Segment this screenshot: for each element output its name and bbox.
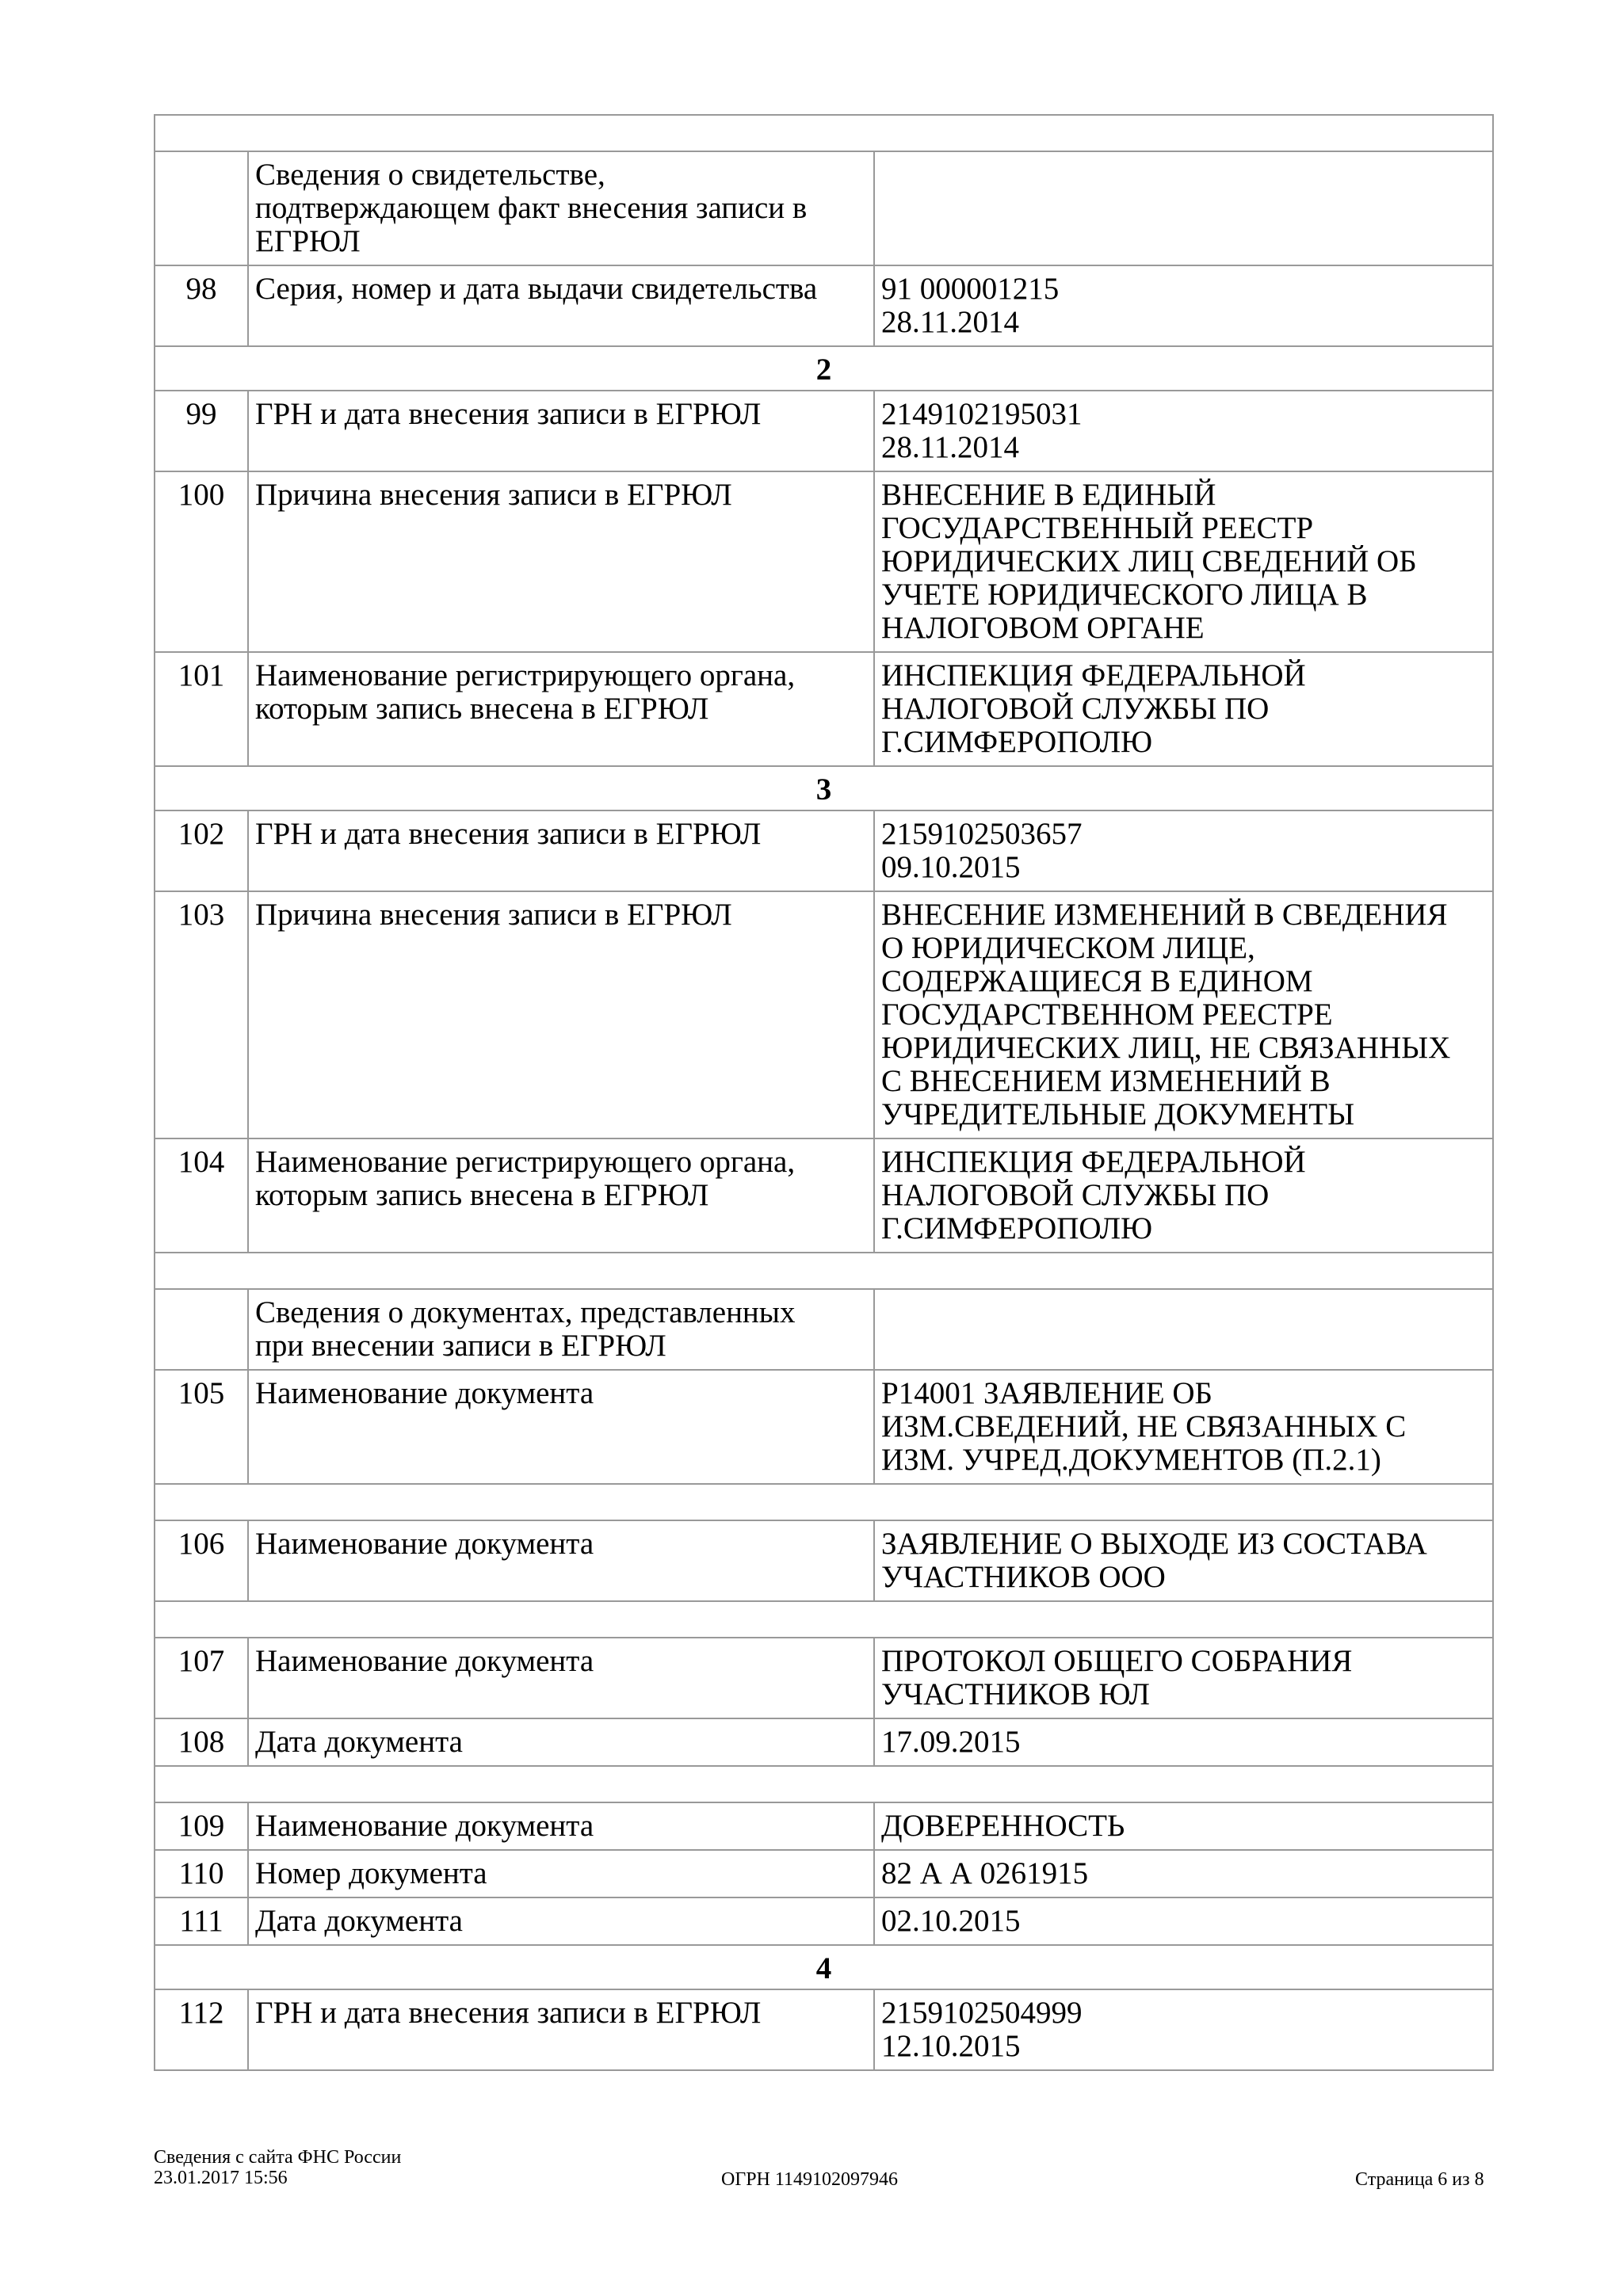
table-row — [155, 1289, 1493, 1370]
row-label: Наименование документа — [248, 1802, 874, 1850]
table-row — [155, 1520, 1493, 1601]
footer-page-number: Страница 6 из 8 — [1355, 2169, 1484, 2190]
egrul-records-table — [154, 114, 1494, 2071]
row-value: Р14001 ЗАЯВЛЕНИЕ ОБ ИЗМ.СВЕДЕНИЙ, НЕ СВЯЗАННЫХ С ИЗМ. УЧРЕД.ДОКУМЕНТОВ (П.2.1) — [874, 1370, 1493, 1484]
table-row — [155, 265, 1493, 346]
empty-separator-cell — [155, 1484, 1493, 1520]
table-row — [155, 891, 1493, 1138]
section-number: 3 — [155, 766, 1493, 810]
table-row — [155, 471, 1493, 652]
footer-datetime: 23.01.2017 15:56 — [154, 2168, 288, 2188]
row-value: 2159102504999 12.10.2015 — [874, 1989, 1493, 2070]
row-label: Наименование документа — [248, 1520, 874, 1601]
row-value: ЗАЯВЛЕНИЕ О ВЫХОДЕ ИЗ СОСТАВА УЧАСТНИКОВ ООО — [874, 1520, 1493, 1601]
row-label: Номер документа — [248, 1850, 874, 1897]
section-header-row — [155, 766, 1493, 810]
row-value: 82 А А 0261915 — [874, 1850, 1493, 1897]
section-number: 2 — [155, 346, 1493, 391]
row-label: ГРН и дата внесения записи в ЕГРЮЛ — [248, 810, 874, 891]
row-label: Серия, номер и дата выдачи свидетельства — [248, 265, 874, 346]
row-label: Причина внесения записи в ЕГРЮЛ — [248, 891, 874, 1138]
empty-separator-row — [155, 1766, 1493, 1802]
row-label: Дата документа — [248, 1718, 874, 1766]
row-value: ИНСПЕКЦИЯ ФЕДЕРАЛЬНОЙ НАЛОГОВОЙ СЛУЖБЫ ПО Г.СИМФЕРОПОЛЮ — [874, 1138, 1493, 1253]
table-row — [155, 1370, 1493, 1484]
row-number: 111 — [155, 1897, 248, 1945]
table-row — [155, 151, 1493, 265]
row-number: 106 — [155, 1520, 248, 1601]
row-value: ПРОТОКОЛ ОБЩЕГО СОБРАНИЯ УЧАСТНИКОВ ЮЛ — [874, 1638, 1493, 1718]
row-number: 108 — [155, 1718, 248, 1766]
row-value: ДОВЕРЕННОСТЬ — [874, 1802, 1493, 1850]
table-row — [155, 1802, 1493, 1850]
row-label: Наименование регистрирующего органа, которым запись внесена в ЕГРЮЛ — [248, 1138, 874, 1253]
row-label: ГРН и дата внесения записи в ЕГРЮЛ — [248, 1989, 874, 2070]
row-number: 109 — [155, 1802, 248, 1850]
row-value: 2159102503657 09.10.2015 — [874, 810, 1493, 891]
row-number: 112 — [155, 1989, 248, 2070]
table-row — [155, 810, 1493, 891]
row-number — [155, 151, 248, 265]
table-row — [155, 1718, 1493, 1766]
empty-separator-cell — [155, 1253, 1493, 1289]
row-label: Сведения о свидетельстве, подтверждающем факт внесения записи в ЕГРЮЛ — [248, 151, 874, 265]
table-row — [155, 1138, 1493, 1253]
row-value: 17.09.2015 — [874, 1718, 1493, 1766]
footer-source-text: Сведения с сайта ФНС России — [154, 2147, 402, 2168]
row-label: Дата документа — [248, 1897, 874, 1945]
row-number: 105 — [155, 1370, 248, 1484]
empty-separator-cell — [155, 1766, 1493, 1802]
row-value: 91 000001215 28.11.2014 — [874, 265, 1493, 346]
empty-separator-cell — [155, 1601, 1493, 1638]
section-header-row — [155, 1945, 1493, 1989]
row-label: ГРН и дата внесения записи в ЕГРЮЛ — [248, 391, 874, 471]
row-number: 110 — [155, 1850, 248, 1897]
empty-separator-row — [155, 1601, 1493, 1638]
empty-separator-row — [155, 115, 1493, 151]
row-label: Наименование документа — [248, 1370, 874, 1484]
row-number: 99 — [155, 391, 248, 471]
row-label: Сведения о документах, представленных при внесении записи в ЕГРЮЛ — [248, 1289, 874, 1370]
table-row — [155, 391, 1493, 471]
row-number: 98 — [155, 265, 248, 346]
row-number: 107 — [155, 1638, 248, 1718]
row-number: 104 — [155, 1138, 248, 1253]
row-number: 101 — [155, 652, 248, 766]
table-row — [155, 652, 1493, 766]
row-value — [874, 151, 1493, 265]
empty-separator-row — [155, 1484, 1493, 1520]
row-value: ВНЕСЕНИЕ В ЕДИНЫЙ ГОСУДАРСТВЕННЫЙ РЕЕСТР ЮРИДИЧЕСКИХ ЛИЦ СВЕДЕНИЙ ОБ УЧЕТЕ ЮРИДИЧЕСКОГО ЛИЦА В НАЛОГОВОМ ОРГАНЕ — [874, 471, 1493, 652]
row-number: 103 — [155, 891, 248, 1138]
row-label: Причина внесения записи в ЕГРЮЛ — [248, 471, 874, 652]
section-header-row — [155, 346, 1493, 391]
row-number — [155, 1289, 248, 1370]
section-number: 4 — [155, 1945, 1493, 1989]
row-value — [874, 1289, 1493, 1370]
row-value: ИНСПЕКЦИЯ ФЕДЕРАЛЬНОЙ НАЛОГОВОЙ СЛУЖБЫ ПО Г.СИМФЕРОПОЛЮ — [874, 652, 1493, 766]
row-label: Наименование документа — [248, 1638, 874, 1718]
row-value: 2149102195031 28.11.2014 — [874, 391, 1493, 471]
footer-source — [154, 2147, 401, 2188]
table-row — [155, 1638, 1493, 1718]
row-number: 102 — [155, 810, 248, 891]
row-number: 100 — [155, 471, 248, 652]
row-value: ВНЕСЕНИЕ ИЗМЕНЕНИЙ В СВЕДЕНИЯ О ЮРИДИЧЕСКОМ ЛИЦЕ, СОДЕРЖАЩИЕСЯ В ЕДИНОМ ГОСУДАРСТВЕННОМ РЕЕСТРЕ ЮРИДИЧЕСКИХ ЛИЦ, НЕ СВЯЗАННЫХ С ВНЕСЕНИЕМ ИЗМЕНЕНИЙ В УЧРЕДИТЕЛЬНЫЕ ДОКУМЕНТЫ — [874, 891, 1493, 1138]
row-label: Наименование регистрирующего органа, которым запись внесена в ЕГРЮЛ — [248, 652, 874, 766]
footer-ogrn: ОГРН 1149102097946 — [721, 2169, 898, 2190]
row-value: 02.10.2015 — [874, 1897, 1493, 1945]
table-row — [155, 1989, 1493, 2070]
empty-separator-row — [155, 1253, 1493, 1289]
empty-separator-cell — [155, 115, 1493, 151]
table-row — [155, 1850, 1493, 1897]
egrul-records-body — [155, 115, 1493, 2070]
table-row — [155, 1897, 1493, 1945]
